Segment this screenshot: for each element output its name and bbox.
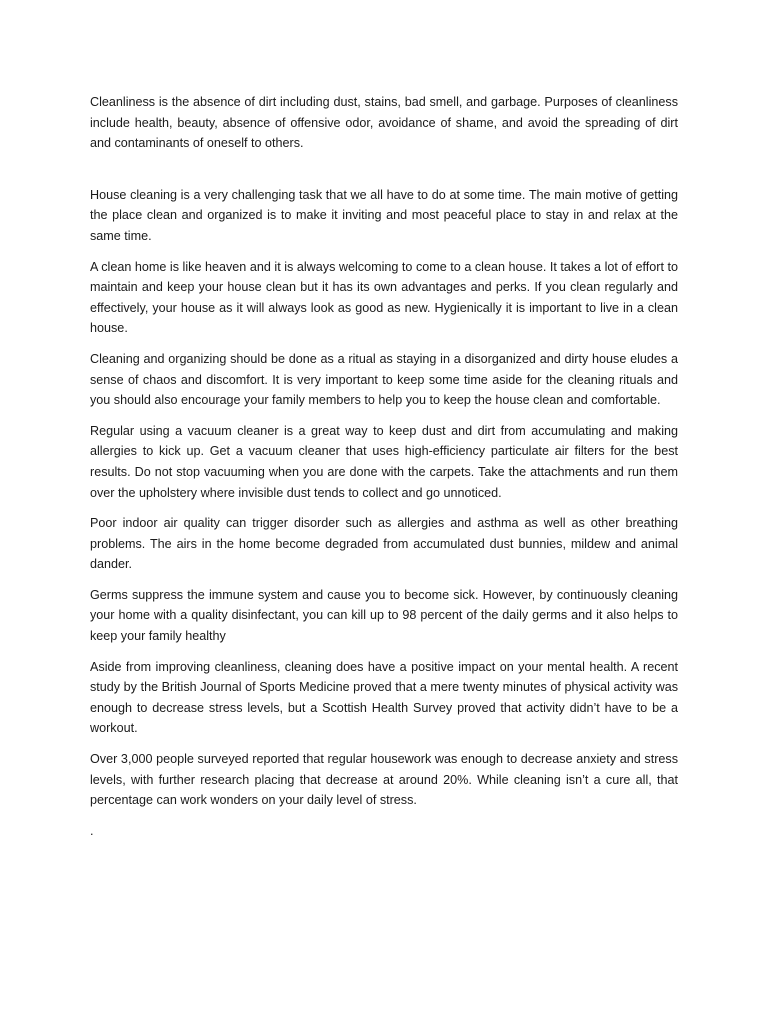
- paragraph-vacuum-cleaner: Regular using a vacuum cleaner is a great way to keep dust and dirt from accumulating and making allergies to kick up. Get a vacuum cleaner that uses high-efficiency particulate air filters for the best results. Do not stop vacuuming when you are done with the carpets. Take the attachments and run them over the upholstery where invisible dust tends to collect and go unnoticed.: [90, 423, 678, 500]
- paragraph-survey-stress: Over 3,000 people surveyed reported that regular housework was enough to decrease anxiety and stress levels, with further research placing that decrease at around 20%. While cleaning isn’t a cure all, that percentage can work wonders on your daily level of stress.: [90, 752, 678, 808]
- paragraph-mental-health: Aside from improving cleanliness, cleaning does have a positive impact on your mental health. A recent study by the British Journal of Sports Medicine proved that a mere twenty minutes of physical activity was enough to decrease stress levels, but a Scottish Health Survey proved that activity didn’t have to be a workout.: [90, 659, 678, 736]
- paragraph-clean-home: A clean home is like heaven and it is always welcoming to come to a clean house. It takes a lot of effort to maintain and keep your house clean but it has its own advantages and perks. If you clean regularly and effectively, your house as it will always look as good as new. Hygienically it is important to live in a clean house.: [90, 259, 678, 336]
- paragraph-cleanliness-definition: Cleanliness is the absence of dirt including dust, stains, bad smell, and garbage. Purposes of cleanliness include health, beauty, absence of offensive odor, avoidance of shame, and avoid the spreading of dirt and contaminants of oneself to others.: [90, 95, 678, 151]
- paragraph-house-cleaning: House cleaning is a very challenging task that we all have to do at some time. The main motive of getting the place clean and organized is to make it inviting and most peaceful place to stay in and relax at the same time.: [90, 187, 678, 243]
- document-body: [90, 92, 678, 841]
- trailing-period: .: [90, 823, 94, 838]
- paragraph-cleaning-ritual: Cleaning and organizing should be done as a ritual as staying in a disorganized and dirty house eludes a sense of chaos and discomfort. It is very important to keep some time aside for the cleaning rituals and you should also encourage your family members to help you to keep the house clean and comfortable.: [90, 351, 678, 408]
- paragraph-air-quality: Poor indoor air quality can trigger disorder such as allergies and asthma as well as other breathing problems. The airs in the home become degraded from accumulated dust bunnies, mildew and animal dander.: [90, 516, 678, 572]
- paragraph-germs: Germs suppress the immune system and cause you to become sick. However, by continuously cleaning your home with a quality disinfectant, you can kill up to 98 percent of the daily germs and it also helps to keep your family healthy: [90, 587, 678, 644]
